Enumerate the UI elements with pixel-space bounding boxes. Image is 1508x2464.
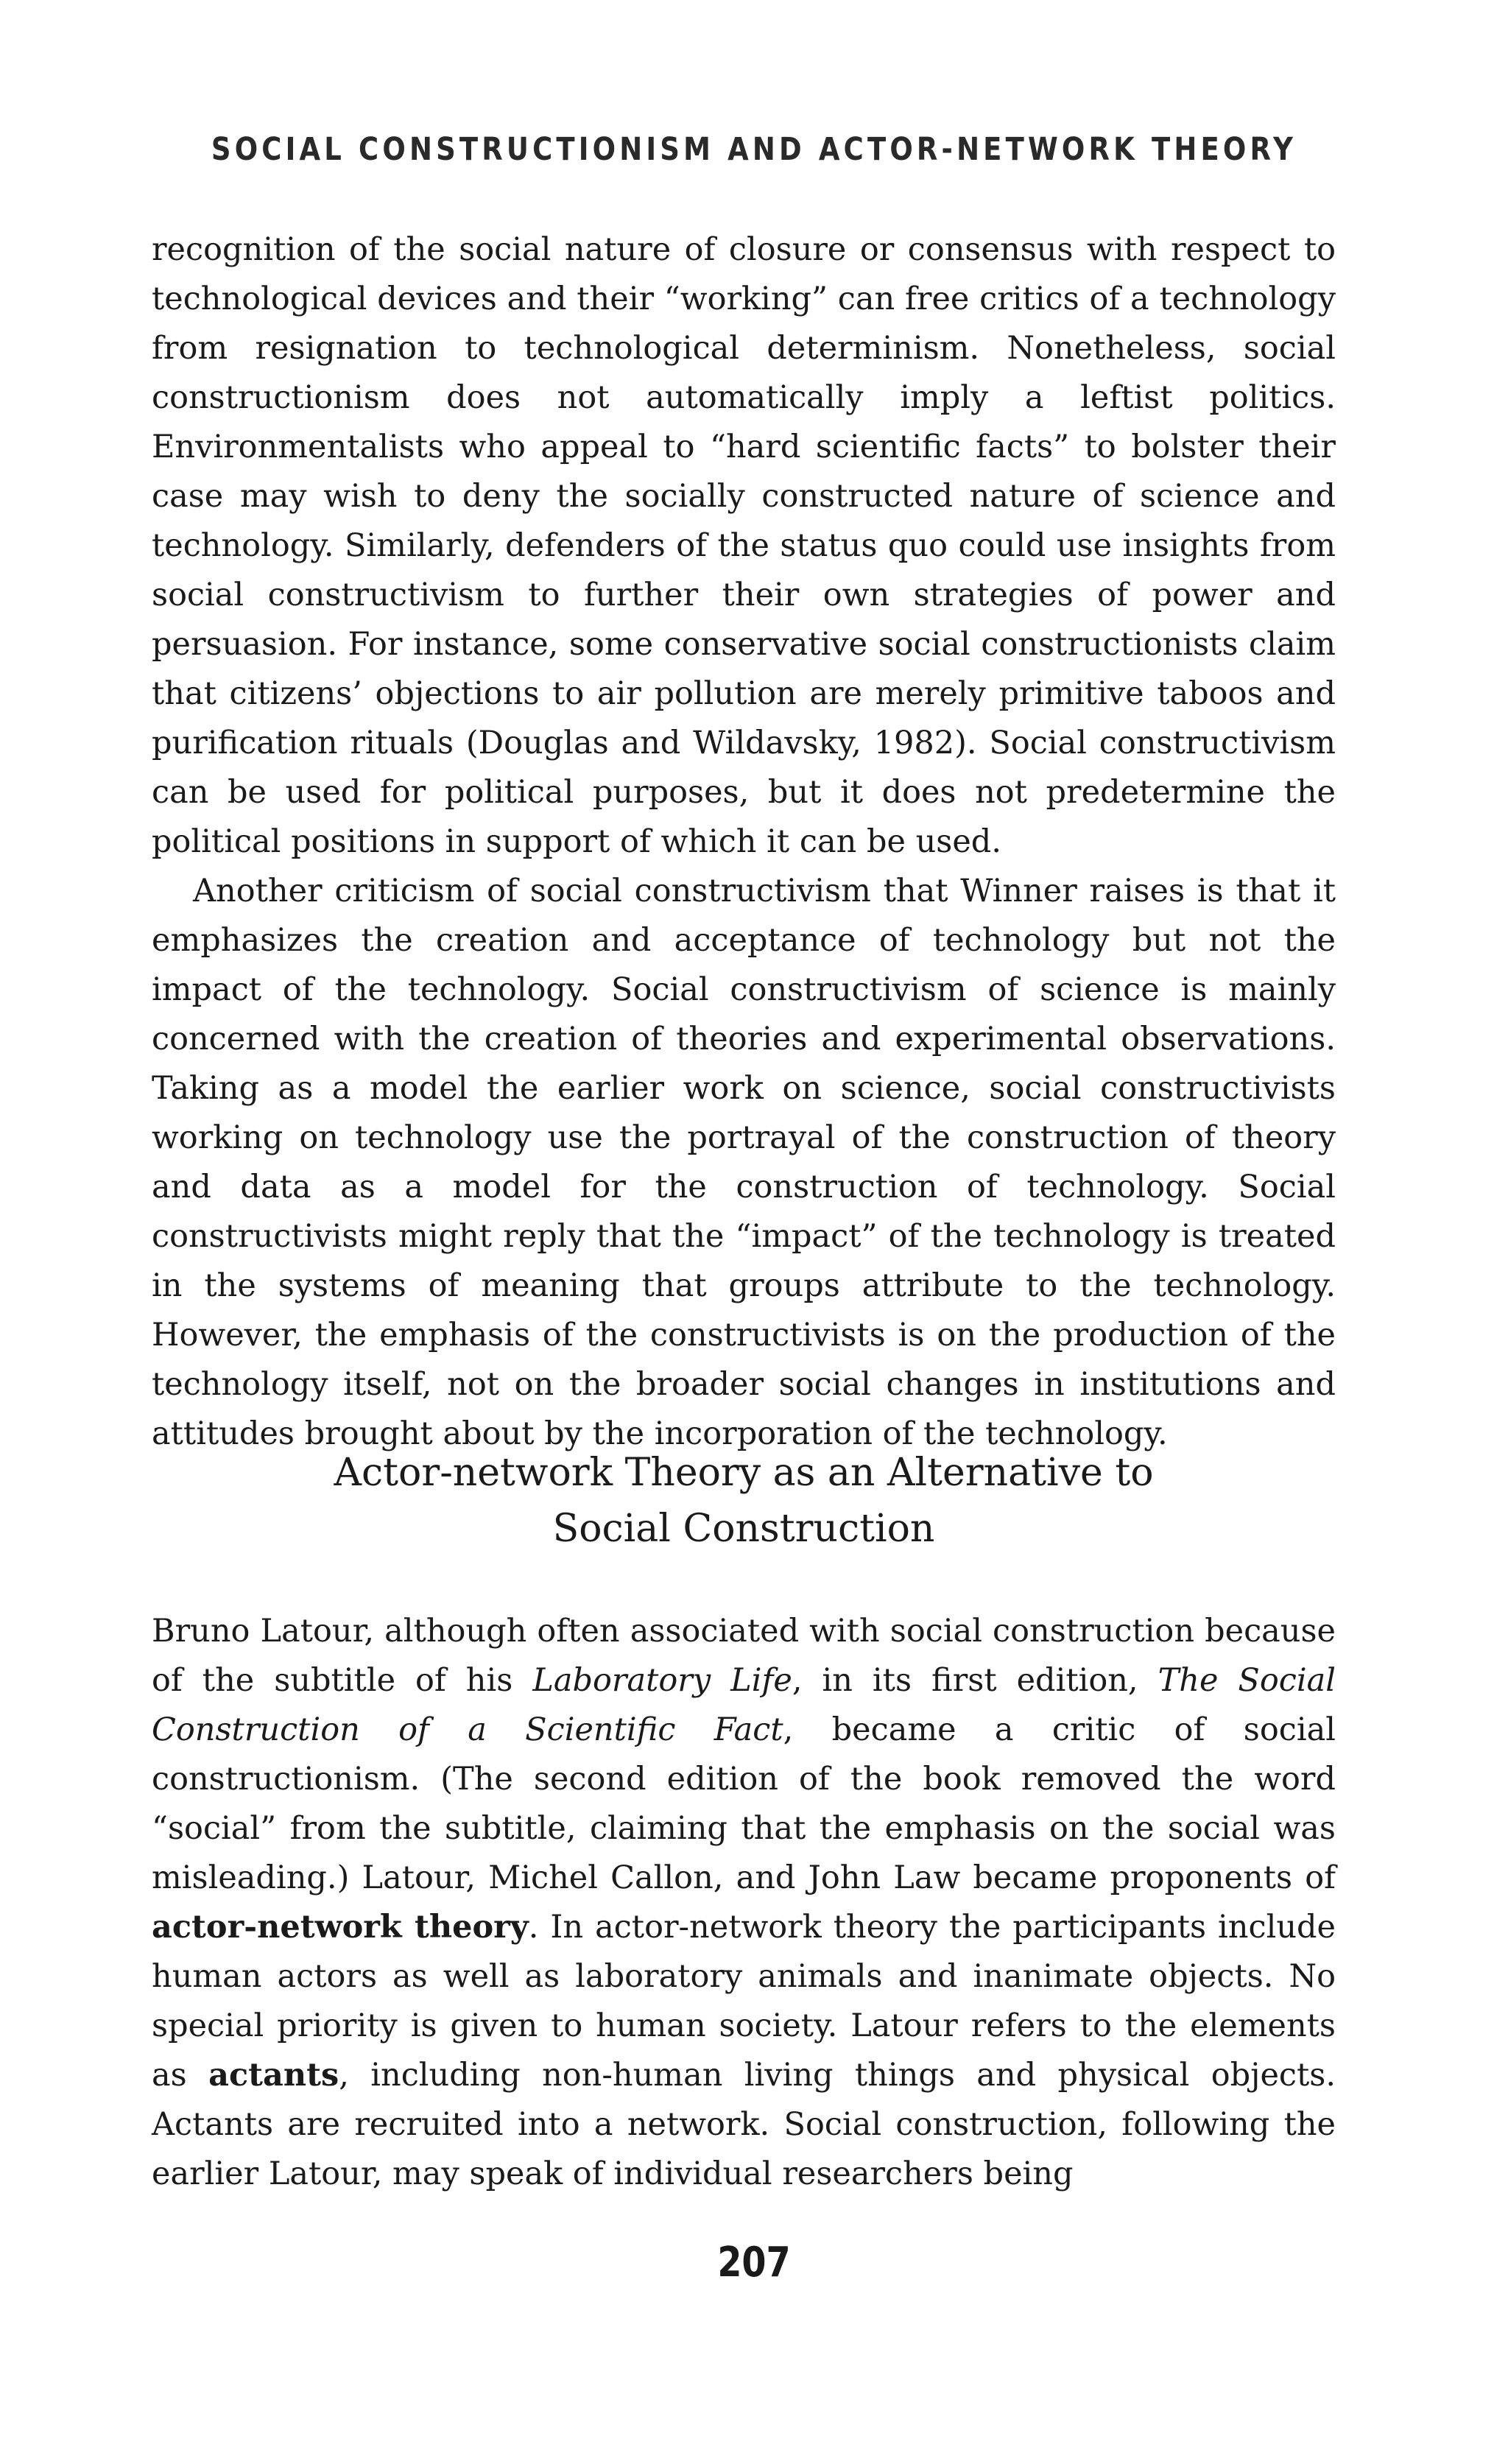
term-actants: actants (208, 2057, 339, 2094)
body-text-lower (152, 1607, 1336, 2199)
paragraph-politics: recognition of the social nature of closure or consensus with respect to technological devices and their “working” can free critics of a technology from resignation to technological determinism. Nonetheless, social constructionism does not automatically imply a leftist politics. Environmentalists who appeal to “hard scientific facts” to bolster their case may wish to deny the socially constructed nature of science and technology. Similarly, defenders of the status quo could use insights from social constructivism to further their own strategies of power and persuasion. For instance, some conservative social constructionists claim that citizens’ objections to air pollution are merely primitive taboos and purification rituals (Douglas and Wildavsky, 1982). Social constructivism can be used for political purposes, but it does not predetermine the political positions in support of which it can be used. (152, 231, 1336, 860)
paragraph-winner-criticism: Another criticism of social constructivism that Winner raises is that it emphasizes the creation and acceptance of technology but not the impact of the technology. Social constructivism of science is mainly concerned with the creation of theories and experimental observations. Taking as a model the earlier work on science, social constructivists working on technology use the portrayal of the construction of theory and data as a model for the construction of technology. Social constructivists might reply that the “impact” of the technology is treated in the systems of meaning that groups attribute to the technology. However, the emphasis of the constructivists is on the production of the technology itself, not on the broader social changes in institutions and attitudes brought about by the incorporation of the technology. (152, 873, 1336, 1452)
latour-text-3: , became a critic of social constructionism. (The second edition of the book removed the word “social” from the subtitle, claiming that the emphasis on the social was misleading.) Latour, Michel Callon, and John Law became proponents of (152, 1711, 1336, 1896)
section-heading-line2: Social Construction (552, 1507, 935, 1551)
latour-text-2: , in its first edition, (792, 1662, 1158, 1699)
paragraph-latour (152, 1607, 1336, 2199)
running-head: SOCIAL CONSTRUCTIONISM AND ACTOR-NETWORK THEORY (211, 131, 1297, 168)
book-subtitle: The Social Construction of a Scientific Fact (152, 1662, 1336, 1748)
page-number: 207 (717, 2239, 791, 2287)
section-heading (152, 1445, 1336, 1557)
book-title-laboratory-life: Laboratory Life (532, 1662, 792, 1699)
latour-text-5: , including non-human living things and physical objects. Actants are recruited into a network. Social construction, following the earlier Latour, may speak of individual researchers being (152, 2057, 1336, 2192)
latour-text-1: Bruno Latour, although often associated with social construction because of the subtitle of his (152, 1613, 1336, 1699)
section-heading-line1: Actor-network Theory as an Alternative to (334, 1451, 1154, 1495)
latour-text-4: . In actor-network theory the participants include human actors as well as laboratory animals and inanimate objects. No special priority is given to human society. Latour refers to the elements as (152, 1909, 1336, 2094)
term-actor-network-theory: actor-network theory (152, 1909, 529, 1946)
body-text-upper (152, 225, 1336, 1459)
